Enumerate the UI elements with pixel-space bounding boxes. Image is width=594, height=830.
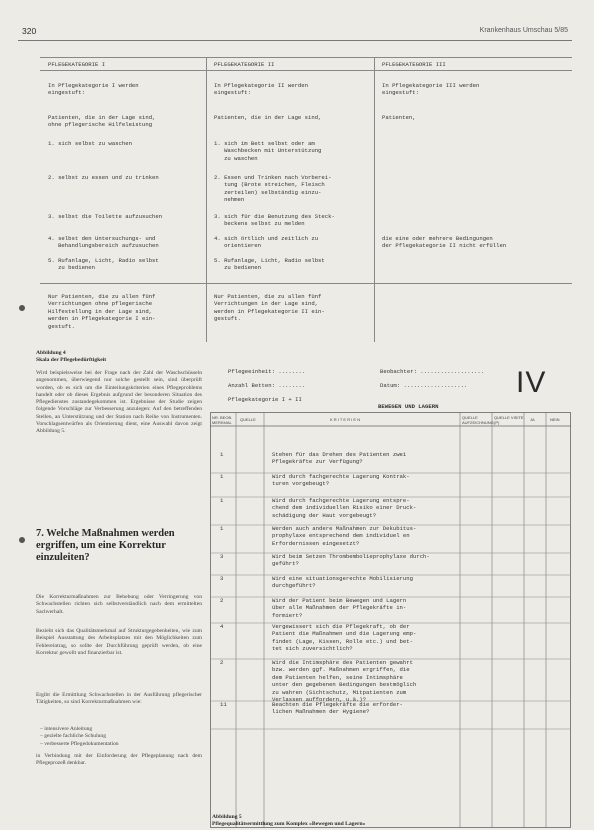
category-2-footer: Nur Patienten, die zu allen fünf Verrichtungen in der Lage sind, werden in Pflegekategorie II ein- gestuft. <box>214 293 325 323</box>
punch-hole-mark <box>19 537 25 543</box>
category-2-item: 4. sich örtlich und zeitlich zu orientieren <box>214 235 319 250</box>
row-number: 11 <box>220 701 227 708</box>
body-paragraph: Ergibt die Ermittlung Schwachstellen in der Ausführung pflegerischer Tätigkeiten, so sind Korrekturmaßnahmen wie: <box>36 692 202 706</box>
figure-5-title: Pflegequalitätsermittlung zum Komplex »Bewegen und Lagern« <box>212 821 366 827</box>
figure-4-caption <box>36 350 206 364</box>
form-field: Pflegekategorie I + II <box>228 396 302 403</box>
form-field: Pflegeeinheit: ........ <box>228 368 306 375</box>
body-paragraph: Wird beispielsweise bei der Frage nach der Zahl der Waschschüsseln angenommen, überwiegend nur solche gestellt sein, sind überprüft worden, ob es sich um die Einteilungskriterien eines Pflegeproblems handelt oder ob dieses Ergebnis aufgrund der besonderen Situation des Pflegedienstes zustandegekommen ist. Ergebnisse der Studie zeigen folgende Vorschläge zur Verbesserung anzulegen: Auf den betreffenden Stellen, an Unterstützung und der Station nach Reihe von Instrumenten. Vorschlagsentwürfen als Orientierung dient, eine Auswahl davon zeigt Abbildung 5. <box>36 370 202 435</box>
header-rule <box>18 40 572 41</box>
body-paragraph: Die Korrekturmaßnahmen zur Behebung oder Verringerung von Schwachstellen richten sich selbstverständlich nach dem ermittelten Sachverhalt. <box>36 594 202 615</box>
criterion-text: Wird der Patient beim Bewegen und Lagern über alle Maßnahmen der Pflegekräfte in- formiert? <box>272 597 407 619</box>
category-2-item: 2. Essen und Trinken nach Vorberei- tung (Brote streichen, Fleisch zerteilen) selbständig einzu- nehmen <box>214 174 332 204</box>
col-head-code: QUELLE <box>240 417 256 422</box>
criterion-text: Vergewissert sich die Pflegekraft, ob der Patient die Maßnahmen und die Lagerung emp- findet (Lage, Kissen, Rolle etc.) und bet- tet sich zuversichtlich? <box>272 623 417 653</box>
category-1-heading: PFLEGEKATEGORIE I <box>48 61 106 68</box>
category-2-intro: In Pflegekategorie II werden eingestuft: <box>214 82 308 97</box>
form-field: Anzahl Betten: ........ <box>228 382 306 389</box>
row-number: 1 <box>220 497 224 504</box>
section-title: BEWEGEN UND LAGERN <box>378 403 439 410</box>
category-3-who: Patienten, <box>382 114 416 121</box>
row-number: 1 <box>220 473 224 480</box>
form-field: Datum: ................... <box>380 382 468 389</box>
category-3-heading: PFLEGEKATEGORIE III <box>382 61 446 68</box>
category-3-condition: die eine oder mehrere Bedingungen der Pflegekategorie II nicht erfüllen <box>382 235 507 250</box>
criterion-text: Stehen für das Drehen des Patienten zwei Pflegekräfte zur Verfügung? <box>272 451 407 466</box>
running-head: Krankenhaus Umschau 5/85 <box>479 27 568 34</box>
complex-roman-numeral: IV <box>516 366 547 399</box>
row-number: 3 <box>220 575 224 582</box>
figure-4-title: Skala der Pflegebedürftigkeit <box>36 357 107 363</box>
category-1-item: 4. selbst den Untersuchungs- und Behandlungsbereich aufzusuchen <box>48 235 159 250</box>
row-number: 1 <box>220 525 224 532</box>
category-1-item: 5. Rufanlage, Licht, Radio selbst zu bedienen <box>48 257 159 272</box>
col-head-yes: JA <box>530 417 535 422</box>
col-head-number: NR. BEOB. MERKMAL <box>212 415 233 425</box>
care-category-table <box>36 57 574 342</box>
section-heading: 7. Welche Maßnahmen werden ergriffen, um eine Korrektur einzuleiten? <box>36 528 175 563</box>
category-2-heading: PFLEGEKATEGORIE II <box>214 61 275 68</box>
col-head-source: QUELLE AUFZEICHNUNG <box>462 415 494 425</box>
criterion-text: Wird eine situationsgerechte Mobilisierung durchgeführt? <box>272 575 413 590</box>
table-col-divider <box>374 57 375 342</box>
category-2-who: Patienten, die in der Lage sind, <box>214 114 322 121</box>
criterion-text: Wird durch fachgerechte Lagerung Kontrak- turen vorgebeugt? <box>272 473 410 488</box>
col-head-criteria: K R I T E R I E N <box>330 417 361 422</box>
category-1-who: Patienten, die in der Lage sind, ohne pflegerische Hilfeleistung <box>48 114 156 129</box>
criterion-text: Wird die Intimsphäre des Patienten gewahrt bzw. werden ggf. Maßnahmen ergriffen, die dem Patienten helfen, seine Intimsphäre unter den gegebenen Bedingungen bestmöglich zu wahren (Sichtschutz, Mitpatienten zum Verlassen auffordern, u.ä.)? <box>272 659 417 704</box>
figure-5-label: Abbildung 5 <box>212 814 242 820</box>
table-footer-rule <box>40 283 572 284</box>
list-item: – gezielte fachliche Schulung <box>40 733 107 740</box>
punch-hole-mark <box>19 305 25 311</box>
col-head-source: QUELLE VISITE (P) <box>494 415 524 425</box>
figure-5-caption <box>212 814 572 828</box>
row-number: 2 <box>220 597 224 604</box>
body-paragraph: Bezieht sich das Qualitätsmerkmal auf Strukturgegebenheiten, wie zum Beispiel Ausstattung des Arbeitsplatzes mit den Möglichkeiten zum Fehlereintrag, so sollte der Durchführung geprüft werden, ob eine Korrektur gewollt und finanzierbar ist. <box>36 628 202 656</box>
page-number: 320 <box>22 26 37 36</box>
category-2-item: 5. Rufanlage, Licht, Radio selbst zu bedienen <box>214 257 325 272</box>
form-field: Beobachter: ................... <box>380 368 485 375</box>
table-head-rule <box>40 70 572 71</box>
list-item: – verbesserte Pflegedokumentation <box>40 740 119 747</box>
category-1-intro: In Pflegekategorie I werden eingestuft: <box>48 82 139 97</box>
quality-assessment-form <box>210 360 571 830</box>
list-item: – intensivere Anleitung <box>40 726 93 732</box>
row-number: 2 <box>220 659 224 666</box>
category-1-item: 1. sich selbst zu waschen <box>48 140 132 147</box>
category-1-footer: Nur Patienten, die zu allen fünf Verrichtungen ohne pflegerische Hilfestellung in der Lage sind, werden in Pflegekategorie I ein- gestuft. <box>48 293 156 330</box>
row-number: 1 <box>220 451 224 458</box>
criterion-text: Werden auch andere Maßnahmen zur Dekubitus- prophylaxe entsprechend dem individuel en Erfordernissen eingesetzt? <box>272 525 417 547</box>
measure-list <box>40 726 202 748</box>
criterion-text: Beachten die Pflegekräfte die erforder- lichen Maßnahmen der Hygiene? <box>272 701 403 716</box>
table-col-divider <box>206 57 207 342</box>
table-top-rule <box>40 57 572 58</box>
body-paragraph: in Verbindung mit der Einforderung der Pflegeplanung nach dem Pflegeprozeß denkbar. <box>36 753 202 767</box>
criterion-text: Wird durch fachgerechte Lagerung entspre- chend dem individuellen Risiko einer Druck- schädigung der Haut vorgebeugt? <box>272 497 417 519</box>
figure-4-label: Abbildung 4 <box>36 350 66 356</box>
category-3-intro: In Pflegekategorie III werden eingestuft: <box>382 82 480 97</box>
category-2-item: 1. sich im Bett selbst oder am Waschbecken mit Unterstützung zu waschen <box>214 140 322 162</box>
category-1-item: 3. selbst die Toilette aufzusuchen <box>48 213 163 220</box>
col-head-no: NEIN <box>550 417 560 422</box>
row-number: 4 <box>220 623 224 630</box>
row-number: 3 <box>220 553 224 560</box>
category-1-item: 2. selbst zu essen und zu trinken <box>48 174 159 181</box>
criterion-text: Wird beim Setzen Thrombembolieprophylaxe durch- geführt? <box>272 553 430 568</box>
category-2-item: 3. sich für die Benutzung des Steck- beckens selbst zu melden <box>214 213 335 228</box>
